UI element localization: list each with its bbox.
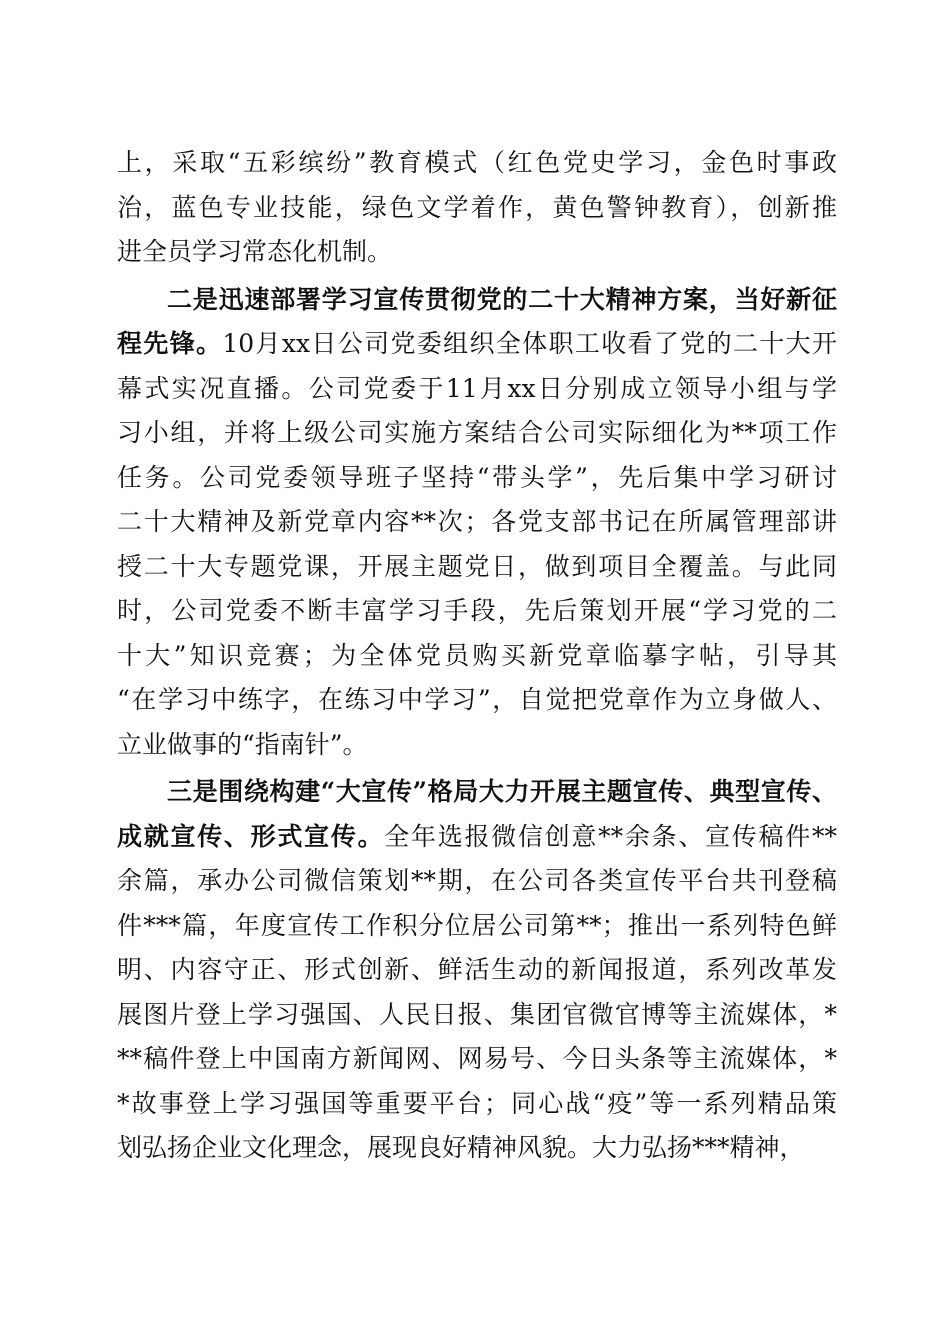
text-line: 二十大精神及新党章内容**次；各党支部书记在所属管理部讲 xyxy=(117,507,837,536)
paragraph-2 xyxy=(117,278,837,768)
paragraph-lead: 成就宣传、形式宣传。 xyxy=(117,821,385,851)
text-line: 授二十大专题党课，开展主题党日，做到项目全覆盖。与此同 xyxy=(117,551,837,581)
document-body xyxy=(117,141,837,1174)
text-line: 展图片登上学习强国、人民日报、集团官微官博等主流媒体，* xyxy=(117,999,837,1029)
text-line: **稿件登上中国南方新闻网、网易号、今日头条等主流媒体，* xyxy=(117,1044,837,1073)
text-line: *故事登上学习强国等重要平台；同心战“疫”等一系列精品策 xyxy=(117,1088,837,1118)
text-line: 时，公司党委不断丰富学习手段，先后策划开展“学习党的二 xyxy=(117,596,837,625)
text-line: 治，蓝色专业技能，绿色文学着作，黄色警钟教育），创新推 xyxy=(117,192,837,222)
text-line xyxy=(117,278,837,323)
text-line: 件***篇，年度宣传工作积分位居公司第**；推出一系列特色鲜 xyxy=(117,910,837,940)
text-line: 划弘扬企业文化理念，展现良好精神风貌。大力弘扬***精神， xyxy=(117,1133,805,1162)
text-line xyxy=(117,815,837,860)
text-line: 幕式实况直播。公司党委于11月xx日分别成立领导小组与学 xyxy=(117,373,837,403)
text-line: “在学习中练字，在练习中学习”，自觉把党章作为立身做人、 xyxy=(117,685,837,714)
text-line: 十大”知识竞赛；为全体党员购买新党章临摹字帖，引导其 xyxy=(117,640,837,670)
paragraph-lead: 二是迅速部署学习宣传贯彻党的二十大精神方案，当好新征 xyxy=(167,284,837,314)
text-run: 10月xx日公司党委组织全体职工收看了党的二十大开 xyxy=(222,329,837,358)
text-line xyxy=(117,322,837,367)
text-line: 余篇，承办公司微信策划**期，在公司各类宣传平台共刊登稿 xyxy=(117,866,837,895)
text-line xyxy=(117,770,837,815)
text-line: 任务。公司党委领导班子坚持“带头学”，先后集中学习研讨 xyxy=(117,462,837,492)
text-run: 全年选报微信创意**余条、宣传稿件** xyxy=(384,821,837,851)
text-line: 习小组，并将上级公司实施方案结合公司实际细化为**项工作 xyxy=(117,418,837,447)
paragraph-1 xyxy=(117,141,837,275)
paragraph-lead: 程先锋。 xyxy=(117,329,223,358)
text-line: 进全员学习常态化机制。 xyxy=(117,237,393,266)
paragraph-lead: 三是围绕构建“大宣传”格局大力开展主题宣传、典型宣传、 xyxy=(167,777,837,806)
text-line: 明、内容守正、形式创新、鲜活生动的新闻报道，系列改革发 xyxy=(117,955,837,984)
text-line: 上，采取“五彩缤纷”教育模式（红色党史学习，金色时事政 xyxy=(117,148,837,177)
text-line: 立业做事的“指南针”。 xyxy=(117,729,368,759)
paragraph-3 xyxy=(117,770,837,1171)
